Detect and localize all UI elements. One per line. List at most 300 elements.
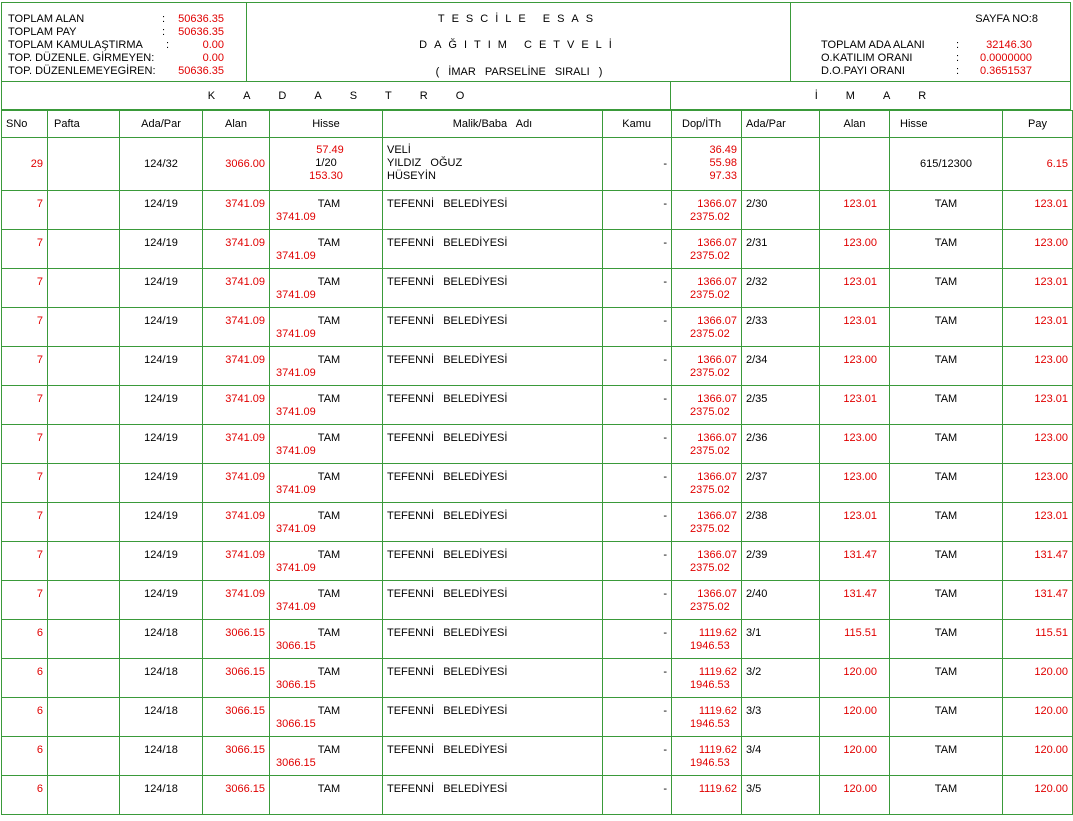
cell-kamu: - [603,503,672,542]
cell-imar-hisse: TAM [890,191,1003,230]
ratio-colon: : [956,39,960,51]
document-title: TESCİLE ESAS [437,13,601,25]
ratio-value: 0.3651537 [980,65,1032,77]
cell-ada-par: 124/18 [120,659,203,698]
cell-pafta [48,542,120,581]
hisse-value: TAM [317,783,341,795]
cell-imar-ada-par: 3/5 [742,776,820,815]
cell-ada-par: 124/19 [120,269,203,308]
table-row [2,230,1073,269]
dop-line: 36.49 [709,144,737,156]
cell-pafta [48,308,120,347]
cell-dop [672,581,742,620]
cell-pay: 123.01 [1003,503,1073,542]
ratio-label: O.KATILIM ORANI [821,52,913,64]
hisse-value: TAM [317,432,341,444]
ith-value: 2375.02 [690,406,730,418]
cell-hisse [270,698,383,737]
imar-title: İMAR [814,90,955,102]
cell-pafta [48,138,120,191]
cell-sno: 7 [2,386,48,425]
dop-value: 1366.07 [697,549,737,561]
cell-imar-hisse: TAM [890,230,1003,269]
ith-value: 2375.02 [690,601,730,613]
table-row [2,620,1073,659]
cell-hisse [270,464,383,503]
cell-ada-par: 124/18 [120,698,203,737]
ratio-panel [790,2,1071,82]
cell-alan: 3066.15 [203,659,270,698]
table-row [2,425,1073,464]
cell-alan: 3741.09 [203,269,270,308]
cell-imar-alan: 120.00 [820,776,890,815]
cell-dop [672,776,742,815]
hisse-value: TAM [317,549,341,561]
cell-imar-hisse: TAM [890,737,1003,776]
cell-imar-alan: 120.00 [820,698,890,737]
kadastro-title: KADASTRO [207,90,493,102]
cell-imar-ada-par: 2/33 [742,308,820,347]
cell-alan: 3741.09 [203,191,270,230]
cell-dop [672,503,742,542]
cell-sno: 6 [2,737,48,776]
ith-value: 2375.02 [690,445,730,457]
cell-imar-alan [820,138,890,191]
cell-imar-ada-par: 2/40 [742,581,820,620]
cell-malik: TEFENNİ BELEDİYESİ [383,230,603,269]
hisse-value: TAM [317,588,341,600]
hisse-area: 3741.09 [276,406,316,418]
ratio-value: 32146.30 [986,39,1032,51]
cell-pafta [48,386,120,425]
cell-hisse [270,308,383,347]
table-row [2,659,1073,698]
cell-kamu: - [603,425,672,464]
cell-hisse [270,230,383,269]
hisse-area: 3066.15 [276,718,316,730]
cell-pay: 123.01 [1003,269,1073,308]
cell-pafta [48,659,120,698]
cell-hisse [270,542,383,581]
hisse-value: TAM [317,354,341,366]
cell-malik: TEFENNİ BELEDİYESİ [383,308,603,347]
hisse-area: 3741.09 [276,211,316,223]
cell-malik: TEFENNİ BELEDİYESİ [383,503,603,542]
cell-pay: 115.51 [1003,620,1073,659]
cell-kamu: - [603,737,672,776]
cell-dop [672,464,742,503]
cell-dop [672,425,742,464]
cell-kamu: - [603,620,672,659]
cell-pafta [48,737,120,776]
cell-imar-hisse: TAM [890,776,1003,815]
ith-value: 2375.02 [690,328,730,340]
cell-ada-par: 124/18 [120,737,203,776]
cell-ada-par: 124/19 [120,230,203,269]
cell-dop [672,230,742,269]
cell-kamu: - [603,308,672,347]
dop-line: 55.98 [709,157,737,169]
col-pay: Pay [1003,111,1073,138]
cell-imar-hisse: TAM [890,308,1003,347]
cell-malik: TEFENNİ BELEDİYESİ [383,698,603,737]
hisse-area: 3741.09 [276,289,316,301]
hisse-area: 3741.09 [276,484,316,496]
cell-alan: 3066.15 [203,737,270,776]
cell-imar-alan: 123.01 [820,386,890,425]
cell-malik: TEFENNİ BELEDİYESİ [383,737,603,776]
cell-alan: 3741.09 [203,503,270,542]
cell-alan: 3741.09 [203,425,270,464]
col-alan: Alan [203,111,270,138]
cell-imar-ada-par: 3/3 [742,698,820,737]
cell-malik: TEFENNİ BELEDİYESİ [383,464,603,503]
cell-imar-hisse: TAM [890,581,1003,620]
document-caption: ( İMAR PARSELİNE SIRALI ) [435,66,603,78]
cell-kamu: - [603,581,672,620]
col-imar-hisse: Hisse [890,111,1003,138]
cell-hisse [270,269,383,308]
cell-hisse [270,425,383,464]
cell-sno: 7 [2,191,48,230]
cell-imar-hisse: TAM [890,269,1003,308]
cell-malik [383,138,603,191]
hisse-area: 3741.09 [276,523,316,535]
cell-malik: TEFENNİ BELEDİYESİ [383,191,603,230]
cell-imar-ada-par: 2/38 [742,503,820,542]
hisse-value: TAM [317,237,341,249]
cell-hisse [270,737,383,776]
cell-hisse [270,659,383,698]
table-body [2,138,1073,815]
dop-value: 1366.07 [697,315,737,327]
cell-kamu: - [603,542,672,581]
ratio-label: TOPLAM ADA ALANI [821,39,925,51]
ith-value: 1946.53 [690,640,730,652]
cell-imar-ada-par: 2/30 [742,191,820,230]
col-hisse: Hisse [270,111,383,138]
cell-pafta [48,230,120,269]
hisse-area: 3066.15 [276,679,316,691]
cell-pay: 6.15 [1003,138,1073,191]
dop-value: 1119.62 [698,744,737,756]
cell-pay: 131.47 [1003,542,1073,581]
malik-line: VELİ [387,144,411,156]
cell-imar-alan: 123.01 [820,503,890,542]
cell-imar-hisse: TAM [890,620,1003,659]
cell-dop [672,269,742,308]
cell-kamu: - [603,464,672,503]
cell-sno: 6 [2,698,48,737]
cell-imar-hisse: TAM [890,464,1003,503]
dop-value: 1366.07 [697,393,737,405]
hisse-area: 3741.09 [276,562,316,574]
cell-ada-par: 124/19 [120,347,203,386]
table-row [2,698,1073,737]
cell-pafta [48,581,120,620]
table-row [2,138,1073,191]
cell-imar-hisse: TAM [890,659,1003,698]
cell-dop [672,698,742,737]
cell-hisse [270,138,383,191]
dop-value: 1119.62 [698,666,737,678]
cell-alan: 3066.15 [203,776,270,815]
ith-value: 2375.02 [690,562,730,574]
cell-kamu: - [603,776,672,815]
summary-row [8,13,238,26]
hisse-value: TAM [317,276,341,288]
summary-row [8,65,238,78]
cell-kamu: - [603,191,672,230]
cell-sno: 7 [2,347,48,386]
kadastro-section-header [1,82,671,110]
cell-pay: 123.00 [1003,230,1073,269]
dop-value: 1119.62 [698,627,737,639]
col-ada-par: Ada/Par [120,111,203,138]
hisse-area: 3741.09 [276,250,316,262]
cell-ada-par: 124/19 [120,503,203,542]
cell-sno: 6 [2,620,48,659]
summary-value: 50636.35 [178,26,224,38]
cell-malik: TEFENNİ BELEDİYESİ [383,542,603,581]
cell-imar-alan: 123.01 [820,269,890,308]
table-row [2,269,1073,308]
cell-imar-ada-par: 2/32 [742,269,820,308]
cell-malik: TEFENNİ BELEDİYESİ [383,347,603,386]
cell-imar-hisse: TAM [890,542,1003,581]
cell-pay: 123.01 [1003,386,1073,425]
hisse-value: TAM [317,315,341,327]
cell-pay: 123.00 [1003,425,1073,464]
cell-imar-hisse: TAM [890,425,1003,464]
hisse-line: 57.49 [316,144,344,156]
ith-value: 1946.53 [690,679,730,691]
cell-pay: 123.01 [1003,191,1073,230]
cell-ada-par: 124/19 [120,191,203,230]
summary-colon: : [162,26,166,38]
cell-alan: 3741.09 [203,581,270,620]
cell-pay: 120.00 [1003,737,1073,776]
col-kamu: Kamu [603,111,672,138]
dop-line: 97.33 [709,170,737,182]
cell-sno: 7 [2,425,48,464]
summary-label: TOPLAM PAY [8,26,77,38]
table-row [2,503,1073,542]
cell-dop [672,308,742,347]
title-panel [247,2,791,82]
cell-imar-alan: 131.47 [820,542,890,581]
cell-imar-ada-par: 2/34 [742,347,820,386]
cell-imar-alan: 115.51 [820,620,890,659]
cell-malik: TEFENNİ BELEDİYESİ [383,776,603,815]
cell-kamu: - [603,386,672,425]
ith-value: 2375.02 [690,523,730,535]
cell-sno: 7 [2,503,48,542]
document-subtitle: DAĞITIM CETVELİ [419,39,619,51]
ratio-colon: : [956,65,960,77]
cell-alan: 3066.15 [203,620,270,659]
cell-kamu: - [603,269,672,308]
cell-pafta [48,425,120,464]
summary-label: TOP. DÜZENLEMEYEGİREN: [8,65,156,77]
cell-imar-ada-par: 2/35 [742,386,820,425]
cell-alan: 3741.09 [203,230,270,269]
summary-label: TOP. DÜZENLE. GİRMEYEN: [8,52,155,64]
cell-hisse [270,581,383,620]
cell-ada-par: 124/19 [120,542,203,581]
table-row [2,191,1073,230]
cell-kamu: - [603,659,672,698]
hisse-value: TAM [317,393,341,405]
hisse-value: TAM [317,744,341,756]
distribution-table [1,110,1073,815]
hisse-value: TAM [317,705,341,717]
ratio-label: D.O.PAYI ORANI [821,65,905,77]
hisse-area: 3066.15 [276,757,316,769]
col-sno: SNo [2,111,48,138]
cell-imar-alan: 123.01 [820,191,890,230]
cell-dop [672,542,742,581]
cell-sno: 7 [2,269,48,308]
cell-imar-ada-par: 2/36 [742,425,820,464]
cell-imar-alan: 123.01 [820,308,890,347]
summary-colon: : [166,39,170,51]
hisse-area: 3741.09 [276,601,316,613]
cell-ada-par: 124/18 [120,776,203,815]
cell-hisse [270,620,383,659]
ith-value: 2375.02 [690,211,730,223]
cell-hisse [270,776,383,815]
cell-dop [672,620,742,659]
cell-malik: TEFENNİ BELEDİYESİ [383,425,603,464]
ith-value: 2375.02 [690,289,730,301]
cell-alan: 3066.15 [203,698,270,737]
dop-value: 1366.07 [697,198,737,210]
col-imar-ada-par: Ada/Par [742,111,820,138]
cell-imar-alan: 131.47 [820,581,890,620]
cell-dop [672,138,742,191]
cell-alan: 3741.09 [203,386,270,425]
cell-malik: TEFENNİ BELEDİYESİ [383,581,603,620]
cell-pafta [48,269,120,308]
cell-imar-ada-par: 2/37 [742,464,820,503]
cell-ada-par: 124/19 [120,581,203,620]
cell-imar-hisse: TAM [890,698,1003,737]
col-dop-ith: Dop/İTh [672,111,742,138]
table-row [2,386,1073,425]
cell-pafta [48,503,120,542]
cell-imar-hisse: 615/12300 [890,138,1003,191]
cell-pay: 131.47 [1003,581,1073,620]
cell-imar-ada-par: 3/4 [742,737,820,776]
hisse-value: TAM [317,627,341,639]
cell-ada-par: 124/32 [120,138,203,191]
cell-ada-par: 124/19 [120,386,203,425]
dop-value: 1366.07 [697,432,737,444]
hisse-value: TAM [317,666,341,678]
cell-imar-hisse: TAM [890,503,1003,542]
cell-hisse [270,386,383,425]
dop-value: 1366.07 [697,276,737,288]
col-pafta: Pafta [48,111,120,138]
cell-dop [672,737,742,776]
cell-sno: 7 [2,308,48,347]
cell-imar-ada-par [742,138,820,191]
cell-pay: 123.00 [1003,347,1073,386]
summary-row [8,26,238,39]
cell-sno: 6 [2,776,48,815]
summary-label: TOPLAM KAMULAŞTIRMA [8,39,143,51]
hisse-area: 3741.09 [276,328,316,340]
cell-pay: 123.00 [1003,464,1073,503]
cell-dop [672,347,742,386]
ith-value: 1946.53 [690,757,730,769]
malik-line: HÜSEYİN [387,170,436,182]
summary-row [8,52,238,65]
cell-sno: 7 [2,230,48,269]
cell-pafta [48,464,120,503]
cell-sno: 29 [2,138,48,191]
table-row [2,347,1073,386]
totals-panel [1,2,247,82]
cell-malik: TEFENNİ BELEDİYESİ [383,269,603,308]
cell-alan: 3741.09 [203,308,270,347]
cell-alan: 3741.09 [203,464,270,503]
cell-sno: 7 [2,581,48,620]
hisse-value: TAM [317,198,341,210]
cell-dop [672,191,742,230]
cell-hisse [270,503,383,542]
summary-value: 50636.35 [178,65,224,77]
cell-pafta [48,776,120,815]
ratio-colon: : [956,52,960,64]
imar-section-header [670,82,1071,110]
cell-malik: TEFENNİ BELEDİYESİ [383,620,603,659]
cell-imar-hisse: TAM [890,347,1003,386]
summary-value: 0.00 [202,52,224,64]
table-row [2,464,1073,503]
cell-kamu: - [603,230,672,269]
dop-value: 1366.07 [697,471,737,483]
dop-value: 1366.07 [697,237,737,249]
hisse-area: 3741.09 [276,445,316,457]
dop-value: 1366.07 [697,354,737,366]
cell-pafta [48,347,120,386]
col-malik: Malik/Baba Adı [383,111,603,138]
ith-value: 1946.53 [690,718,730,730]
cell-malik: TEFENNİ BELEDİYESİ [383,386,603,425]
table-row [2,542,1073,581]
ratio-value: 0.0000000 [980,52,1032,64]
cell-pay: 123.01 [1003,308,1073,347]
cell-imar-ada-par: 2/31 [742,230,820,269]
table-row [2,581,1073,620]
cell-pay: 120.00 [1003,776,1073,815]
col-imar-alan: Alan [820,111,890,138]
cell-imar-ada-par: 2/39 [742,542,820,581]
cell-malik: TEFENNİ BELEDİYESİ [383,659,603,698]
ratio-row [821,65,1066,78]
cell-sno: 7 [2,464,48,503]
cell-imar-ada-par: 3/2 [742,659,820,698]
cell-imar-alan: 123.00 [820,230,890,269]
cell-pafta [48,620,120,659]
cell-ada-par: 124/18 [120,620,203,659]
cell-kamu: - [603,698,672,737]
cell-hisse [270,347,383,386]
hisse-line: 153.30 [309,170,343,182]
hisse-value: TAM [317,510,341,522]
